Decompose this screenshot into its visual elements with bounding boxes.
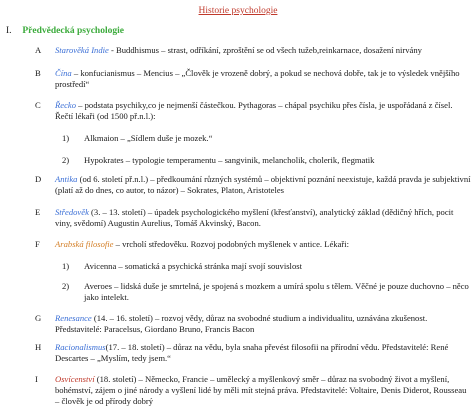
sub-item-f1 (62, 261, 472, 272)
item-term: Osvícenství (55, 374, 95, 384)
sub-item-number: 1) (62, 261, 70, 271)
item-letter: D (35, 174, 42, 184)
list-item-a (35, 45, 471, 56)
sub-item-text: Hypokrates – typologie temperamentu – sangvinik, melancholik, cholerik, flegmatik (84, 155, 375, 165)
list-item-d (35, 174, 471, 196)
item-text: - Buddhismus – strast, odříkání, zproštění se od všech tužeb,reinkarnace, dosažení nirvány (108, 45, 422, 55)
list-item-b (35, 68, 471, 90)
list-item-f (35, 239, 471, 250)
sub-item-text: Averoes – lidská duše je smrtelná, je spojená s mozkem a umírá spolu s tělem. Věčné je pouze duchovno – něco jako intelekt. (84, 281, 469, 302)
item-term: Starověká Indie (55, 45, 109, 55)
sub-item-c2 (62, 155, 472, 166)
sub-item-text: Avicenna – somatická a psychická stránka mají svojí souvislost (84, 261, 302, 271)
item-letter: I (35, 374, 38, 384)
item-text: (3. – 13. století) – úpadek psychologického myšlení (křesťanství), analytický základ (dědičný hřích, pocit viny, svědomí) Augustin Aurelius, Tomáš Akvinský, Bacon. (55, 207, 454, 228)
item-text: – podstata psychiky,co je nejmenší částečkou. Pythagoras – chápal psychiku přes čísla, je uspořádaná z čísel. Řečtí lékaři (od 1500 př.n.l.): (55, 100, 453, 121)
item-letter: H (35, 342, 42, 352)
item-term: Středověk (55, 207, 89, 217)
section-number: I. (6, 26, 12, 36)
item-term: Antika (55, 174, 78, 184)
item-letter: E (35, 207, 41, 217)
sub-item-number: 1) (62, 133, 70, 143)
sub-item-text: Alkmaion – „Sídlem duše je mozek.“ (84, 133, 213, 143)
item-text: – konfucianismus – Mencius – „Člověk je vrozeně dobrý, a pokud se nechová dobře, tak je to výsledek vnějšího prostředí“ (55, 68, 460, 89)
list-item-e (35, 207, 471, 229)
page-title: Historie psychologie (198, 6, 278, 16)
item-letter: G (35, 313, 42, 323)
sub-item-c1 (62, 133, 472, 144)
section-title: Předvědecká psychologie (22, 26, 124, 36)
list-item-c (35, 100, 471, 122)
item-letter: F (35, 239, 40, 249)
item-letter: B (35, 68, 41, 78)
list-item-g (35, 313, 471, 335)
item-text: (od 6. století př.n.l.) – předkoumání různých systémů – objektivní poznání neexistuje, každá pravda je subjektivní (platí až do dnes, co autor, to názor) – Sokrates, Platon, Aristoteles (55, 174, 471, 195)
item-text: (18. století) – Německo, Francie – umělecký a myšlenkový směr – důraz na svobodný život a myšlení, bohémství, zájem o jiné národy a vyšlení lidé by měli mít stejná práva. Představitelé: Voltaire, Denis Diderot, Rousseau – člověk je od přírody dobrý (55, 374, 467, 406)
item-term: Řecko (55, 100, 76, 110)
item-text: (14. – 16. století) – rozvoj vědy, důraz na svobodné studium a individualitu, uznávána zkušenost. Představitelé: Paracelsus, Giordano Bruno, Francis Bacon (55, 313, 428, 334)
item-term: Renesance (55, 313, 92, 323)
item-term: Arabská filosofie (55, 239, 114, 249)
section-heading (6, 26, 124, 37)
list-item-h (35, 342, 471, 364)
sub-item-number: 2) (62, 281, 70, 291)
item-letter: C (35, 100, 41, 110)
item-term: Čína (55, 68, 72, 78)
list-item-i (35, 374, 471, 407)
sub-item-number: 2) (62, 155, 70, 165)
item-letter: A (35, 45, 42, 55)
item-text: – vrcholí středověku. Rozvoj podobných myšlenek v antice. Lékaři: (113, 239, 350, 249)
item-term: Racionalismus (55, 342, 106, 352)
item-text: (17. – 18. století) – důraz na vědu, byla snaha převést filosofii na přírodní vědu. Představitelé: René Descartes – „Myslím, tedy jsem.“ (55, 342, 449, 363)
sub-item-f2 (62, 281, 472, 303)
